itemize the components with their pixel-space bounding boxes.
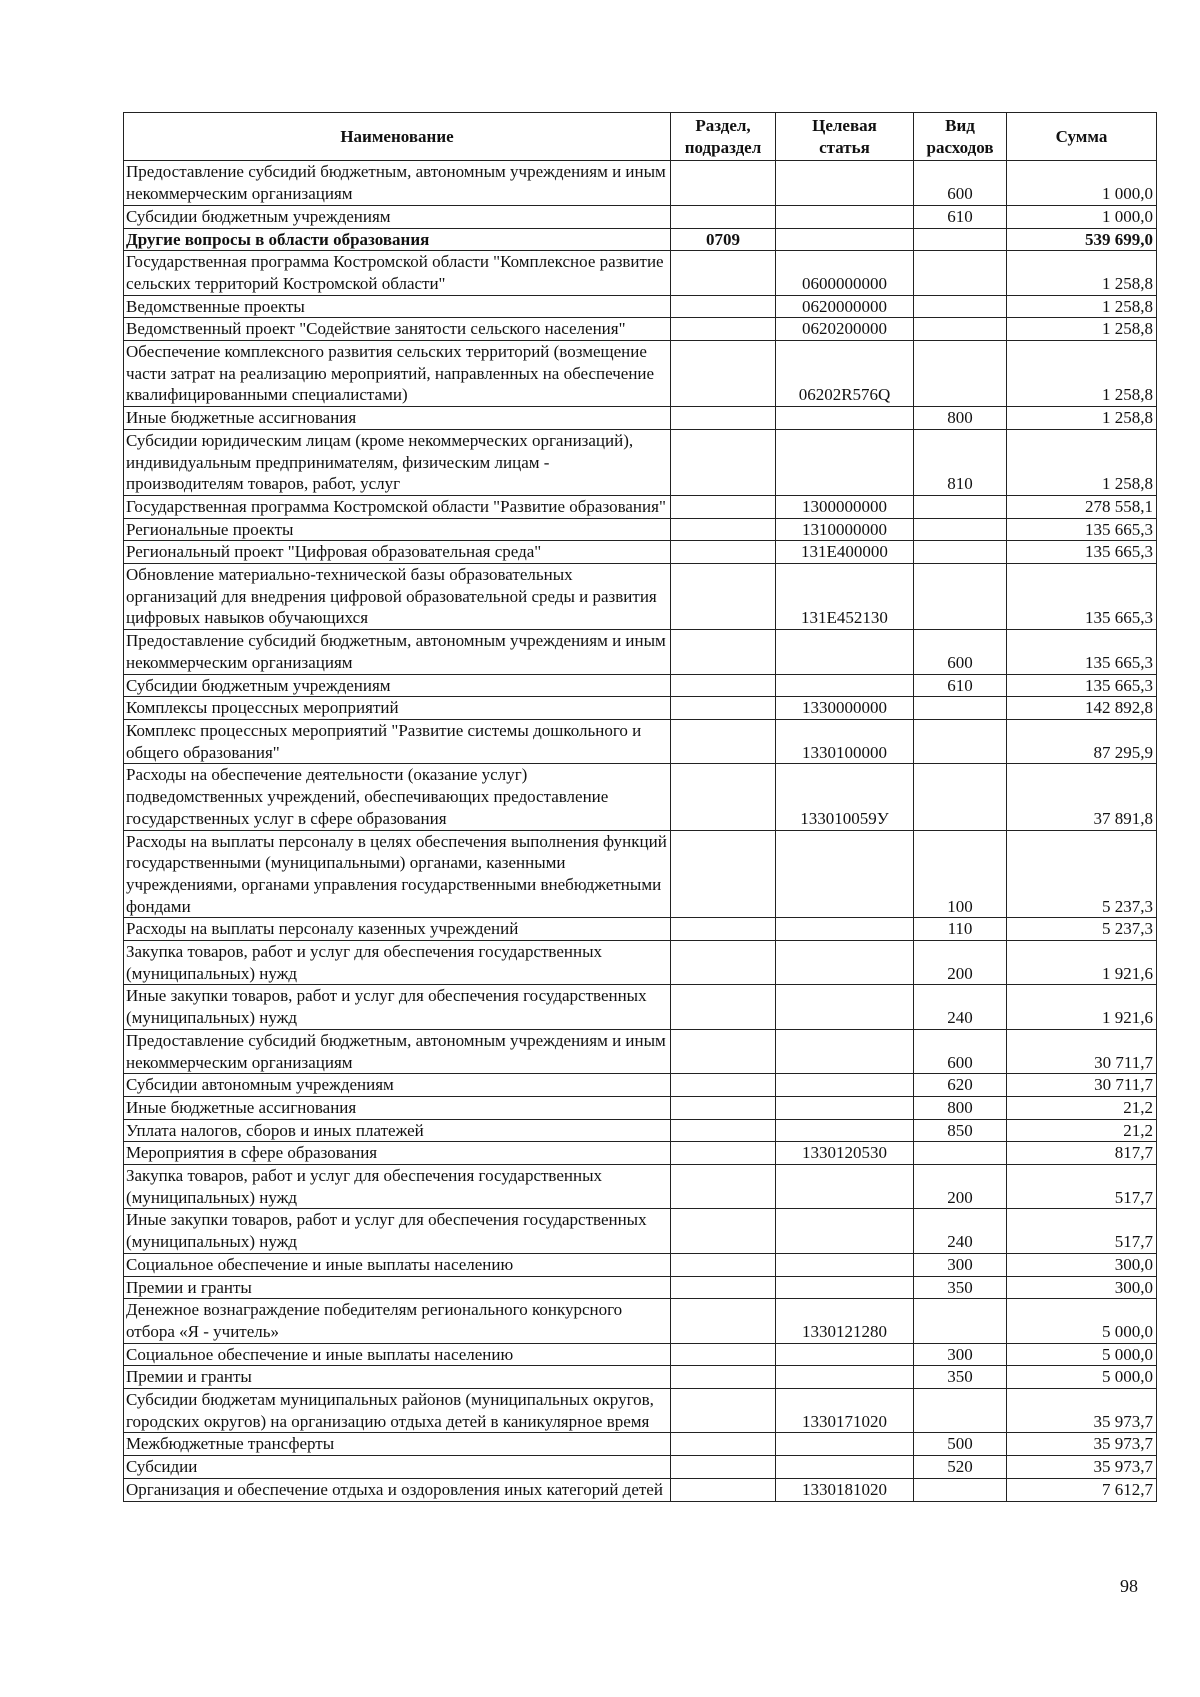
cell-name: Премии и гранты [124, 1366, 671, 1389]
table-row [124, 341, 1157, 407]
cell-section [671, 518, 776, 541]
table-row [124, 541, 1157, 564]
cell-name: Государственная программа Костромской области "Комплексное развитие сельских территорий Костромской области" [124, 251, 671, 295]
cell-target [776, 1165, 914, 1209]
cell-name: Субсидии бюджетным учреждениям [124, 205, 671, 228]
cell-amount: 300,0 [1007, 1253, 1157, 1276]
cell-expense-type: 350 [914, 1276, 1007, 1299]
cell-expense-type: 240 [914, 1209, 1007, 1253]
cell-name: Иные бюджетные ассигнования [124, 1096, 671, 1119]
cell-amount: 135 665,3 [1007, 518, 1157, 541]
cell-section [671, 1478, 776, 1501]
cell-target [776, 1209, 914, 1253]
cell-expense-type [914, 251, 1007, 295]
cell-section [671, 541, 776, 564]
table-row [124, 764, 1157, 830]
cell-expense-type [914, 518, 1007, 541]
cell-target [776, 228, 914, 251]
cell-target [776, 674, 914, 697]
header-section-label: Раздел, подраздел [684, 116, 762, 157]
cell-section [671, 1299, 776, 1343]
cell-target: 1310000000 [776, 518, 914, 541]
cell-target [776, 918, 914, 941]
cell-amount: 87 295,9 [1007, 719, 1157, 763]
cell-expense-type [914, 1389, 1007, 1433]
cell-expense-type: 600 [914, 1029, 1007, 1073]
table-row [124, 495, 1157, 518]
cell-section [671, 495, 776, 518]
cell-section [671, 1029, 776, 1073]
table-row [124, 830, 1157, 918]
cell-amount: 5 237,3 [1007, 830, 1157, 918]
header-amount: Сумма [1007, 113, 1157, 161]
cell-expense-type: 350 [914, 1366, 1007, 1389]
table-row [124, 1366, 1157, 1389]
cell-expense-type: 620 [914, 1074, 1007, 1097]
cell-amount: 1 921,6 [1007, 985, 1157, 1029]
cell-name: Субсидии автономным учреждениям [124, 1074, 671, 1097]
table-row [124, 1299, 1157, 1343]
cell-section [671, 941, 776, 985]
cell-target [776, 407, 914, 430]
cell-name: Ведомственный проект "Содействие занятости сельского населения" [124, 318, 671, 341]
cell-section [671, 697, 776, 720]
table-row [124, 697, 1157, 720]
table-row [124, 1456, 1157, 1479]
cell-target: 1330181020 [776, 1478, 914, 1501]
cell-target [776, 1096, 914, 1119]
table-row [124, 1074, 1157, 1097]
cell-target [776, 1119, 914, 1142]
table-row [124, 1343, 1157, 1366]
table-row [124, 161, 1157, 205]
cell-name: Уплата налогов, сборов и иных платежей [124, 1119, 671, 1142]
table-row [124, 941, 1157, 985]
cell-name: Межбюджетные трансферты [124, 1433, 671, 1456]
cell-section [671, 985, 776, 1029]
cell-amount: 21,2 [1007, 1096, 1157, 1119]
cell-expense-type: 810 [914, 429, 1007, 495]
cell-amount: 1 921,6 [1007, 941, 1157, 985]
cell-section: 0709 [671, 228, 776, 251]
cell-target [776, 205, 914, 228]
cell-section [671, 1366, 776, 1389]
cell-expense-type: 520 [914, 1456, 1007, 1479]
cell-expense-type [914, 318, 1007, 341]
cell-name: Социальное обеспечение и иные выплаты населению [124, 1253, 671, 1276]
cell-expense-type [914, 719, 1007, 763]
cell-expense-type: 610 [914, 205, 1007, 228]
cell-expense-type: 610 [914, 674, 1007, 697]
cell-section [671, 1433, 776, 1456]
cell-amount: 1 258,8 [1007, 251, 1157, 295]
cell-section [671, 1209, 776, 1253]
cell-name: Региональный проект "Цифровая образовательная среда" [124, 541, 671, 564]
cell-name: Мероприятия в сфере образования [124, 1142, 671, 1165]
cell-name: Организация и обеспечение отдыха и оздоровления иных категорий детей [124, 1478, 671, 1501]
cell-target: 0600000000 [776, 251, 914, 295]
cell-expense-type: 300 [914, 1343, 1007, 1366]
cell-target [776, 1433, 914, 1456]
cell-section [671, 630, 776, 674]
cell-amount: 30 711,7 [1007, 1029, 1157, 1073]
cell-section [671, 1456, 776, 1479]
page-number: 98 [1120, 1576, 1138, 1596]
table-row [124, 518, 1157, 541]
cell-section [671, 295, 776, 318]
cell-expense-type [914, 541, 1007, 564]
cell-amount: 1 258,8 [1007, 429, 1157, 495]
cell-name: Иные закупки товаров, работ и услуг для обеспечения государственных (муниципальных) нужд [124, 1209, 671, 1253]
cell-target [776, 1253, 914, 1276]
table-row [124, 251, 1157, 295]
cell-expense-type: 800 [914, 407, 1007, 430]
cell-section [671, 318, 776, 341]
cell-name: Предоставление субсидий бюджетным, автономным учреждениям и иным некоммерческим организациям [124, 1029, 671, 1073]
table-row [124, 1433, 1157, 1456]
cell-section [671, 1165, 776, 1209]
cell-amount: 5 000,0 [1007, 1366, 1157, 1389]
cell-target [776, 1456, 914, 1479]
cell-section [671, 161, 776, 205]
cell-section [671, 251, 776, 295]
table-row [124, 429, 1157, 495]
cell-section [671, 1276, 776, 1299]
cell-expense-type: 240 [914, 985, 1007, 1029]
table-header [124, 113, 1157, 161]
table-row [124, 318, 1157, 341]
cell-name: Закупка товаров, работ и услуг для обеспечения государственных (муниципальных) нужд [124, 1165, 671, 1209]
cell-expense-type: 600 [914, 630, 1007, 674]
table-row [124, 630, 1157, 674]
cell-section [671, 764, 776, 830]
cell-target: 1300000000 [776, 495, 914, 518]
cell-section [671, 918, 776, 941]
cell-target: 1330100000 [776, 719, 914, 763]
cell-target: 1330171020 [776, 1389, 914, 1433]
cell-expense-type: 500 [914, 1433, 1007, 1456]
table-row [124, 1253, 1157, 1276]
header-target-label: Целевая статья [812, 116, 877, 157]
cell-name: Иные закупки товаров, работ и услуг для обеспечения государственных (муниципальных) нужд [124, 985, 671, 1029]
cell-section [671, 205, 776, 228]
cell-section [671, 1142, 776, 1165]
table-row [124, 407, 1157, 430]
cell-target [776, 1343, 914, 1366]
cell-expense-type [914, 228, 1007, 251]
cell-name: Комплексы процессных мероприятий [124, 697, 671, 720]
table-row [124, 564, 1157, 630]
cell-amount: 35 973,7 [1007, 1389, 1157, 1433]
cell-name: Государственная программа Костромской области "Развитие образования" [124, 495, 671, 518]
cell-name: Социальное обеспечение и иные выплаты населению [124, 1343, 671, 1366]
cell-amount: 517,7 [1007, 1165, 1157, 1209]
cell-expense-type [914, 764, 1007, 830]
header-expense-type-label: Вид расходов [926, 116, 994, 157]
cell-name: Комплекс процессных мероприятий "Развитие системы дошкольного и общего образования" [124, 719, 671, 763]
cell-name: Субсидии бюджетам муниципальных районов (муниципальных округов, городских округов) на организацию отдыха детей в каникулярное время [124, 1389, 671, 1433]
cell-target [776, 1074, 914, 1097]
cell-section [671, 1343, 776, 1366]
cell-name: Расходы на выплаты персоналу казенных учреждений [124, 918, 671, 941]
header-expense-type [914, 113, 1007, 161]
cell-expense-type [914, 1299, 1007, 1343]
table-row [124, 1276, 1157, 1299]
table-row [124, 674, 1157, 697]
cell-name: Обеспечение комплексного развития сельских территорий (возмещение части затрат на реализацию мероприятий, направленных на обеспечение квалифицированными специалистами) [124, 341, 671, 407]
cell-section [671, 1389, 776, 1433]
table-row [124, 918, 1157, 941]
cell-target [776, 161, 914, 205]
cell-amount: 1 258,8 [1007, 295, 1157, 318]
cell-target [776, 1029, 914, 1073]
table-row [124, 1029, 1157, 1073]
header-name: Наименование [124, 113, 671, 161]
cell-expense-type [914, 1478, 1007, 1501]
table-row [124, 295, 1157, 318]
cell-amount: 21,2 [1007, 1119, 1157, 1142]
cell-amount: 1 258,8 [1007, 407, 1157, 430]
cell-section [671, 429, 776, 495]
cell-amount: 35 973,7 [1007, 1433, 1157, 1456]
cell-target [776, 630, 914, 674]
cell-amount: 135 665,3 [1007, 674, 1157, 697]
cell-section [671, 407, 776, 430]
cell-expense-type [914, 697, 1007, 720]
cell-section [671, 1074, 776, 1097]
cell-amount: 5 237,3 [1007, 918, 1157, 941]
cell-section [671, 564, 776, 630]
cell-target [776, 830, 914, 918]
header-target [776, 113, 914, 161]
cell-amount: 37 891,8 [1007, 764, 1157, 830]
cell-target: 0620000000 [776, 295, 914, 318]
table-row [124, 985, 1157, 1029]
cell-section [671, 1096, 776, 1119]
cell-expense-type [914, 341, 1007, 407]
cell-name: Обновление материально-технической базы образовательных организаций для внедрения цифровой образовательной среды и развития цифровых навыков обучающихся [124, 564, 671, 630]
cell-amount: 35 973,7 [1007, 1456, 1157, 1479]
header-row [124, 113, 1157, 161]
cell-target: 1330120530 [776, 1142, 914, 1165]
cell-name: Субсидии бюджетным учреждениям [124, 674, 671, 697]
cell-amount: 1 258,8 [1007, 341, 1157, 407]
cell-expense-type [914, 1142, 1007, 1165]
cell-amount: 1 000,0 [1007, 205, 1157, 228]
cell-section [671, 1119, 776, 1142]
cell-amount: 135 665,3 [1007, 630, 1157, 674]
cell-name: Предоставление субсидий бюджетным, автономным учреждениям и иным некоммерческим организациям [124, 161, 671, 205]
cell-section [671, 341, 776, 407]
cell-amount: 1 258,8 [1007, 318, 1157, 341]
cell-target: 06202R576Q [776, 341, 914, 407]
cell-name: Субсидии [124, 1456, 671, 1479]
cell-target: 131Е452130 [776, 564, 914, 630]
cell-name: Предоставление субсидий бюджетным, автономным учреждениям и иным некоммерческим организациям [124, 630, 671, 674]
cell-target: 133010059У [776, 764, 914, 830]
header-section [671, 113, 776, 161]
cell-amount: 1 000,0 [1007, 161, 1157, 205]
table-body [124, 161, 1157, 1501]
cell-amount: 135 665,3 [1007, 564, 1157, 630]
cell-name: Премии и гранты [124, 1276, 671, 1299]
table-row [124, 1478, 1157, 1501]
table-row [124, 1165, 1157, 1209]
cell-expense-type [914, 564, 1007, 630]
budget-table [123, 112, 1157, 1502]
cell-name: Иные бюджетные ассигнования [124, 407, 671, 430]
cell-name: Ведомственные проекты [124, 295, 671, 318]
cell-target: 0620200000 [776, 318, 914, 341]
cell-expense-type [914, 495, 1007, 518]
cell-target: 1330000000 [776, 697, 914, 720]
cell-expense-type: 600 [914, 161, 1007, 205]
cell-section [671, 674, 776, 697]
cell-amount: 539 699,0 [1007, 228, 1157, 251]
table-row [124, 1142, 1157, 1165]
cell-target [776, 1276, 914, 1299]
cell-target [776, 429, 914, 495]
cell-name: Региональные проекты [124, 518, 671, 541]
cell-expense-type: 200 [914, 941, 1007, 985]
cell-amount: 278 558,1 [1007, 495, 1157, 518]
table-row [124, 1209, 1157, 1253]
cell-expense-type: 100 [914, 830, 1007, 918]
cell-amount: 5 000,0 [1007, 1299, 1157, 1343]
table-row [124, 1119, 1157, 1142]
cell-section [671, 830, 776, 918]
table-row [124, 205, 1157, 228]
cell-expense-type: 200 [914, 1165, 1007, 1209]
cell-expense-type [914, 295, 1007, 318]
cell-target [776, 941, 914, 985]
cell-amount: 5 000,0 [1007, 1343, 1157, 1366]
cell-expense-type: 300 [914, 1253, 1007, 1276]
cell-name: Другие вопросы в области образования [124, 228, 671, 251]
table-row [124, 1096, 1157, 1119]
cell-section [671, 719, 776, 763]
table-row [124, 1389, 1157, 1433]
cell-name: Расходы на выплаты персоналу в целях обеспечения выполнения функций государственными (муниципальными) органами, казенными учреждениями, органами управления государственными внебюджетными фондами [124, 830, 671, 918]
cell-target [776, 985, 914, 1029]
table-row [124, 228, 1157, 251]
cell-target [776, 1366, 914, 1389]
cell-amount: 7 612,7 [1007, 1478, 1157, 1501]
cell-expense-type: 110 [914, 918, 1007, 941]
cell-name: Денежное вознаграждение победителям регионального конкурсного отбора «Я - учитель» [124, 1299, 671, 1343]
cell-amount: 817,7 [1007, 1142, 1157, 1165]
cell-name: Закупка товаров, работ и услуг для обеспечения государственных (муниципальных) нужд [124, 941, 671, 985]
cell-expense-type: 850 [914, 1119, 1007, 1142]
cell-amount: 300,0 [1007, 1276, 1157, 1299]
cell-amount: 517,7 [1007, 1209, 1157, 1253]
cell-name: Субсидии юридическим лицам (кроме некоммерческих организаций), индивидуальным предпринимателям, физическим лицам - производителям товаров, работ, услуг [124, 429, 671, 495]
cell-name: Расходы на обеспечение деятельности (оказание услуг) подведомственных учреждений, обеспечивающих предоставление государственных услуг в сфере образования [124, 764, 671, 830]
cell-amount: 142 892,8 [1007, 697, 1157, 720]
cell-section [671, 1253, 776, 1276]
table-row [124, 719, 1157, 763]
cell-target: 1330121280 [776, 1299, 914, 1343]
cell-amount: 30 711,7 [1007, 1074, 1157, 1097]
cell-target: 131Е400000 [776, 541, 914, 564]
cell-expense-type: 800 [914, 1096, 1007, 1119]
cell-amount: 135 665,3 [1007, 541, 1157, 564]
